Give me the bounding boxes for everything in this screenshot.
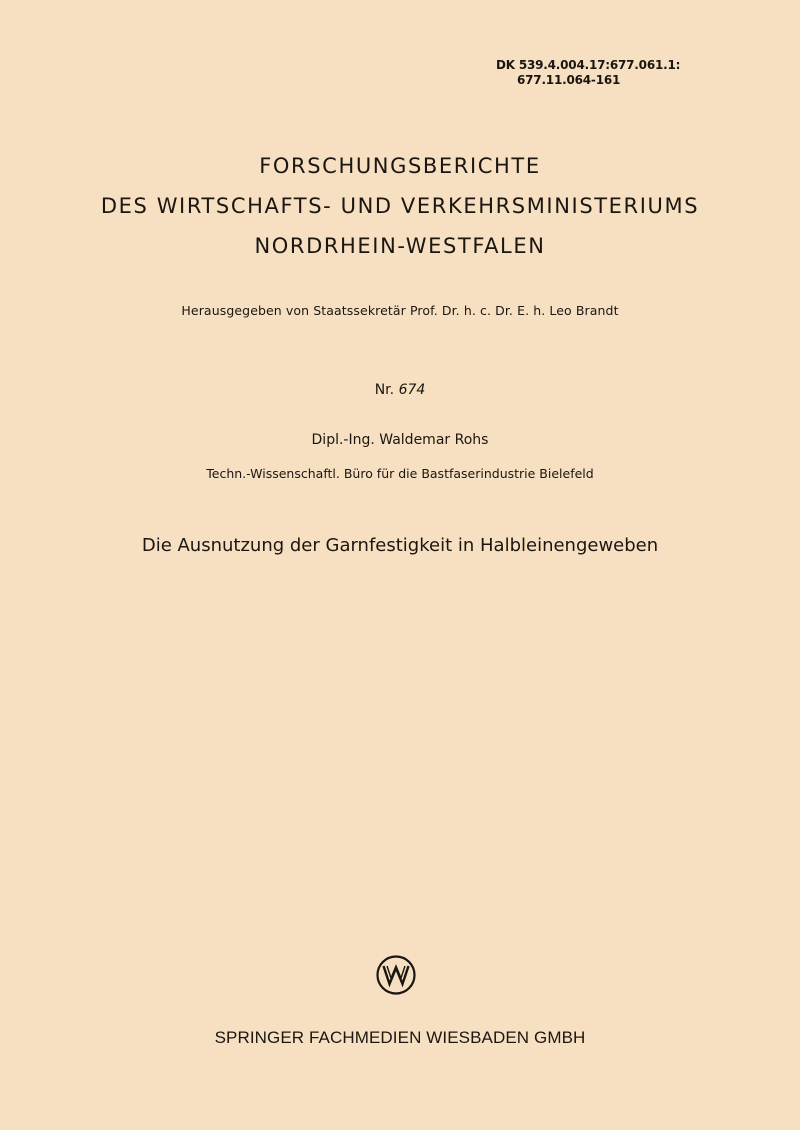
author-affiliation: Techn.-Wissenschaftl. Büro für die Bastfaserindustrie Bielefeld (206, 466, 594, 481)
series-title-line-3: NORDRHEIN-WESTFALEN (254, 234, 546, 258)
author-name: Dipl.-Ing. Waldemar Rohs (311, 432, 489, 448)
book-title: Die Ausnutzung der Garnfestigkeit in Halbleinengeweben (141, 535, 659, 556)
series-title (0, 146, 800, 266)
classification-line-2: 677.11.064-161 (517, 73, 621, 87)
series-title-line-1: FORSCHUNGSBERICHTE (259, 154, 541, 178)
issue-number (0, 380, 800, 400)
publisher-name: SPRINGER FACHMEDIEN WIESBADEN GMBH (214, 1028, 586, 1047)
issue-number-value: 674 (398, 382, 426, 398)
series-title-line-2: DES WIRTSCHAFTS- UND VERKEHRSMINISTERIUMS (100, 194, 700, 218)
classification-line-1: DK 539.4.004.17:677.061.1: (496, 58, 681, 72)
editor-line: Herausgegeben von Staatssekretär Prof. Dr. h. c. Dr. E. h. Leo Brandt (181, 303, 619, 318)
classification-code (496, 58, 680, 88)
issue-number-prefix: Nr. (374, 382, 395, 398)
springer-w-logo-icon (375, 954, 417, 996)
